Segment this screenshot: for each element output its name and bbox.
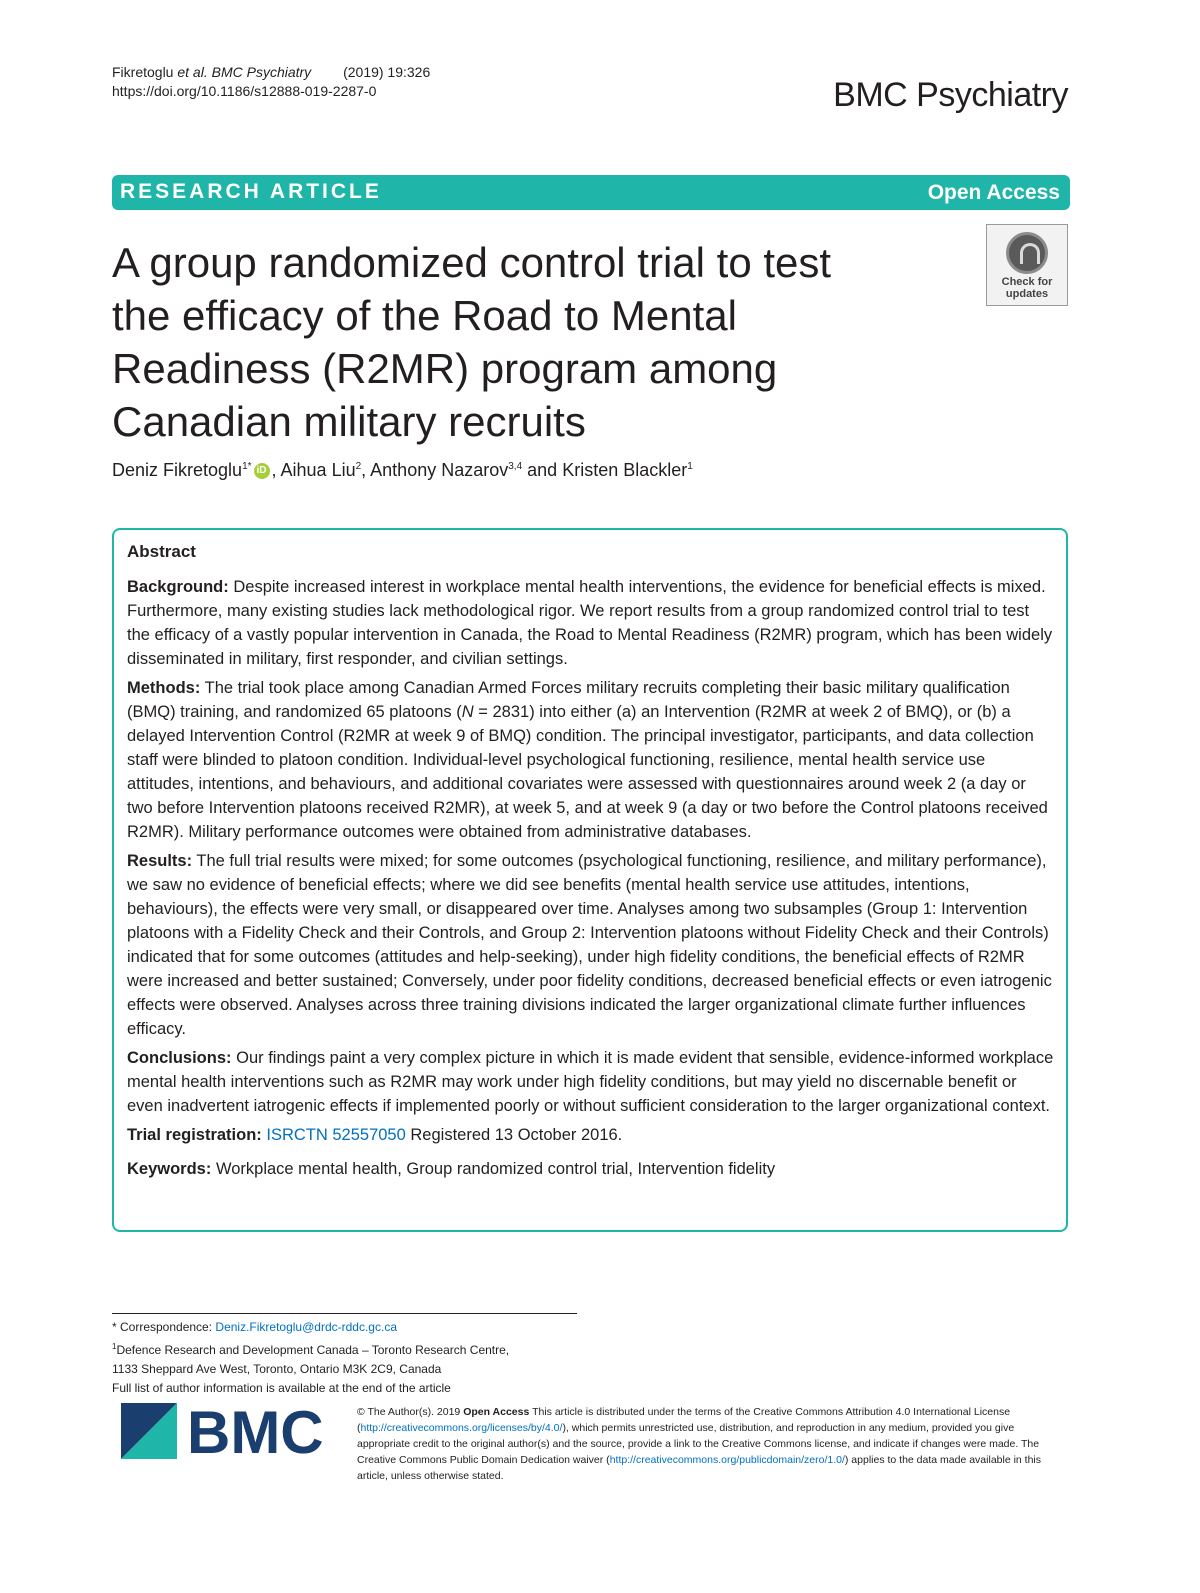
full-author-info: Full list of author information is available at the end of the article <box>112 1381 451 1395</box>
author-affiliation: 3,4 <box>508 461 523 472</box>
citation-authors: Fikretoglu <box>112 64 174 80</box>
license-url-2[interactable]: http://creativecommons.org/publicdomain/zero/1.0/ <box>609 1454 845 1466</box>
author-name: , Aihua Liu <box>271 460 356 480</box>
keywords-text: Workplace mental health, Group randomized control trial, Intervention fidelity <box>215 1160 776 1178</box>
bookmark-icon <box>1006 232 1048 274</box>
license-text-2: ), which permits unrestricted use, distribution, and reproduction in any medium, provided you give appropriate credit to the original author(s) and the source, provide a link to the Creative Commons license, and indicate if changes were made. The Creative Commons Public Domain Dedication waiver ( <box>357 1422 1040 1466</box>
abstract-box <box>112 528 1068 1232</box>
author-name: Deniz Fikretoglu <box>112 460 243 480</box>
license-text-3: ) applies to the data made available in this article, unless otherwise stated. <box>357 1454 1042 1482</box>
article-type-banner <box>112 175 1070 210</box>
affiliation-line2: 1133 Sheppard Ave West, Toronto, Ontario M3K 2C9, Canada <box>112 1362 442 1376</box>
trial-text: Registered 13 October 2016. <box>405 1126 623 1144</box>
results-label: Results: <box>127 852 193 870</box>
background-text: Despite increased interest in workplace mental health interventions, the evidence for beneficial effects is mixed. Furthermore, many existing studies lack methodological rigor. We report results from a group randomized control trial to test the efficacy of a vastly popular intervention in Canada, the Road to Mental Readiness (R2MR) program, which has been widely disseminated in military, first responder, and civilian settings. <box>127 578 1053 668</box>
background-label: Background: <box>127 578 229 596</box>
correspondence-label: * Correspondence: <box>112 1320 216 1334</box>
license-lead: © The Author(s). 2019 <box>357 1406 464 1418</box>
author-name: and Kristen Blackler <box>522 460 688 480</box>
author-list <box>112 460 693 481</box>
title-line: the efficacy of the Road to Mental <box>112 292 737 339</box>
article-type-label: RESEARCH ARTICLE <box>120 180 382 203</box>
abstract-results <box>127 849 1055 1041</box>
trial-registration-link[interactable]: ISRCTN 52557050 <box>266 1126 406 1144</box>
results-text: The full trial results were mixed; for some outcomes (psychological functioning, resilience, and military performance), we saw no evidence of beneficial effects; where we did see benefits (mental health service use attitudes, intentions, behaviours), the effects were very small, or disappeared over time. Analyses among two subsamples (Group 1: Intervention platoons with a Fidelity Check and their Controls, and Group 2: Intervention platoons without Fidelity Check and their Controls) indicated that for some outcomes (attitudes and help-seeking), under high fidelity conditions, the beneficial effects of R2MR were increased and better sustained; Conversely, under poor fidelity conditions, decreased beneficial effects or even iatrogenic effects were observed. Analyses across three training divisions indicated the larger organizational climate further influences efficacy. <box>127 852 1052 1038</box>
author-affiliation: 2 <box>355 461 362 472</box>
methods-label: Methods: <box>127 679 201 697</box>
title-line: Canadian military recruits <box>112 398 586 445</box>
keywords <box>127 1157 1055 1181</box>
citation-year: (2019) 19:326 <box>343 64 431 80</box>
open-access-label: Open Access <box>927 181 1060 204</box>
license-notice <box>357 1404 1057 1484</box>
author-affiliation: 1 <box>687 461 693 472</box>
bmc-logo <box>121 1403 331 1459</box>
keywords-label: Keywords: <box>127 1160 212 1178</box>
citation-line <box>112 63 430 82</box>
license-open-access: Open Access <box>463 1406 530 1418</box>
title-line: A group randomized control trial to test <box>112 239 832 286</box>
abstract-heading: Abstract <box>127 542 196 561</box>
author-affiliation: 1* <box>242 461 252 472</box>
updates-line2: updates <box>1005 288 1049 300</box>
updates-line1: Check for <box>1001 276 1053 288</box>
conclusions-text: Our findings paint a very complex picture in which it is made evident that sensible, evidence-informed workplace mental health interventions such as R2MR may work under high fidelity conditions, but may yield no discernable benefit or even inadvertent iatrogenic effects if implemented poorly or without sufficient consideration to the larger organizational context. <box>127 1049 1054 1115</box>
correspondence <box>112 1318 509 1337</box>
footnotes <box>112 1318 509 1398</box>
trial-label: Trial registration: <box>127 1126 262 1144</box>
license-url-1[interactable]: http://creativecommons.org/licenses/by/4.0/ <box>360 1422 563 1434</box>
orcid-icon[interactable]: iD <box>254 463 270 479</box>
affiliation <box>112 1337 509 1360</box>
author-name: , Anthony Nazarov <box>361 460 509 480</box>
trial-registration <box>127 1123 1055 1147</box>
article-title <box>112 236 912 448</box>
title-line: Readiness (R2MR) program among <box>112 345 778 392</box>
footnote-divider <box>112 1313 577 1314</box>
doi-link[interactable]: https://doi.org/10.1186/s12888-019-2287-0 <box>112 83 377 99</box>
license-text-1: This article is distributed under the terms of the Creative Commons Attribution 4.0 International License ( <box>357 1406 1011 1434</box>
abstract-background <box>127 575 1055 671</box>
methods-text: The trial took place among Canadian Armed Forces military recruits completing their basic military qualification (BMQ) training, and randomized 65 platoons ( <box>127 679 1010 721</box>
methods-text-2: = 2831) into either (a) an Intervention (R2MR at week 2 of BMQ), or (b) a delayed Intervention Control (R2MR at week 9 of BMQ) condition. The principal investigator, participants, and data collection staff were blinded to platoon condition. Individual-level psychological functioning, resilience, mental health service use attitudes, intentions, and behaviours, and additional covariates were assessed with questionnaires around week 2 (a day or two before Intervention platoons received R2MR), at week 5, and at week 9 (a day or two before the Control platoons received R2MR). Military performance outcomes were obtained from administrative databases. <box>127 703 1048 841</box>
citation-etal: et al. BMC Psychiatry <box>177 64 312 80</box>
conclusions-label: Conclusions: <box>127 1049 232 1067</box>
methods-n: N <box>461 703 474 721</box>
abstract-conclusions <box>127 1046 1055 1118</box>
logo-text: BMC <box>187 1403 324 1459</box>
affiliation-line1: Defence Research and Development Canada – Toronto Research Centre, <box>116 1343 510 1357</box>
correspondence-email[interactable]: Deniz.Fikretoglu@drdc-rddc.gc.ca <box>215 1320 397 1334</box>
journal-name: BMC Psychiatry <box>833 76 1068 114</box>
check-for-updates-badge[interactable] <box>986 224 1068 306</box>
abstract-methods <box>127 676 1055 844</box>
affiliation-sup: 1 <box>112 1342 117 1351</box>
